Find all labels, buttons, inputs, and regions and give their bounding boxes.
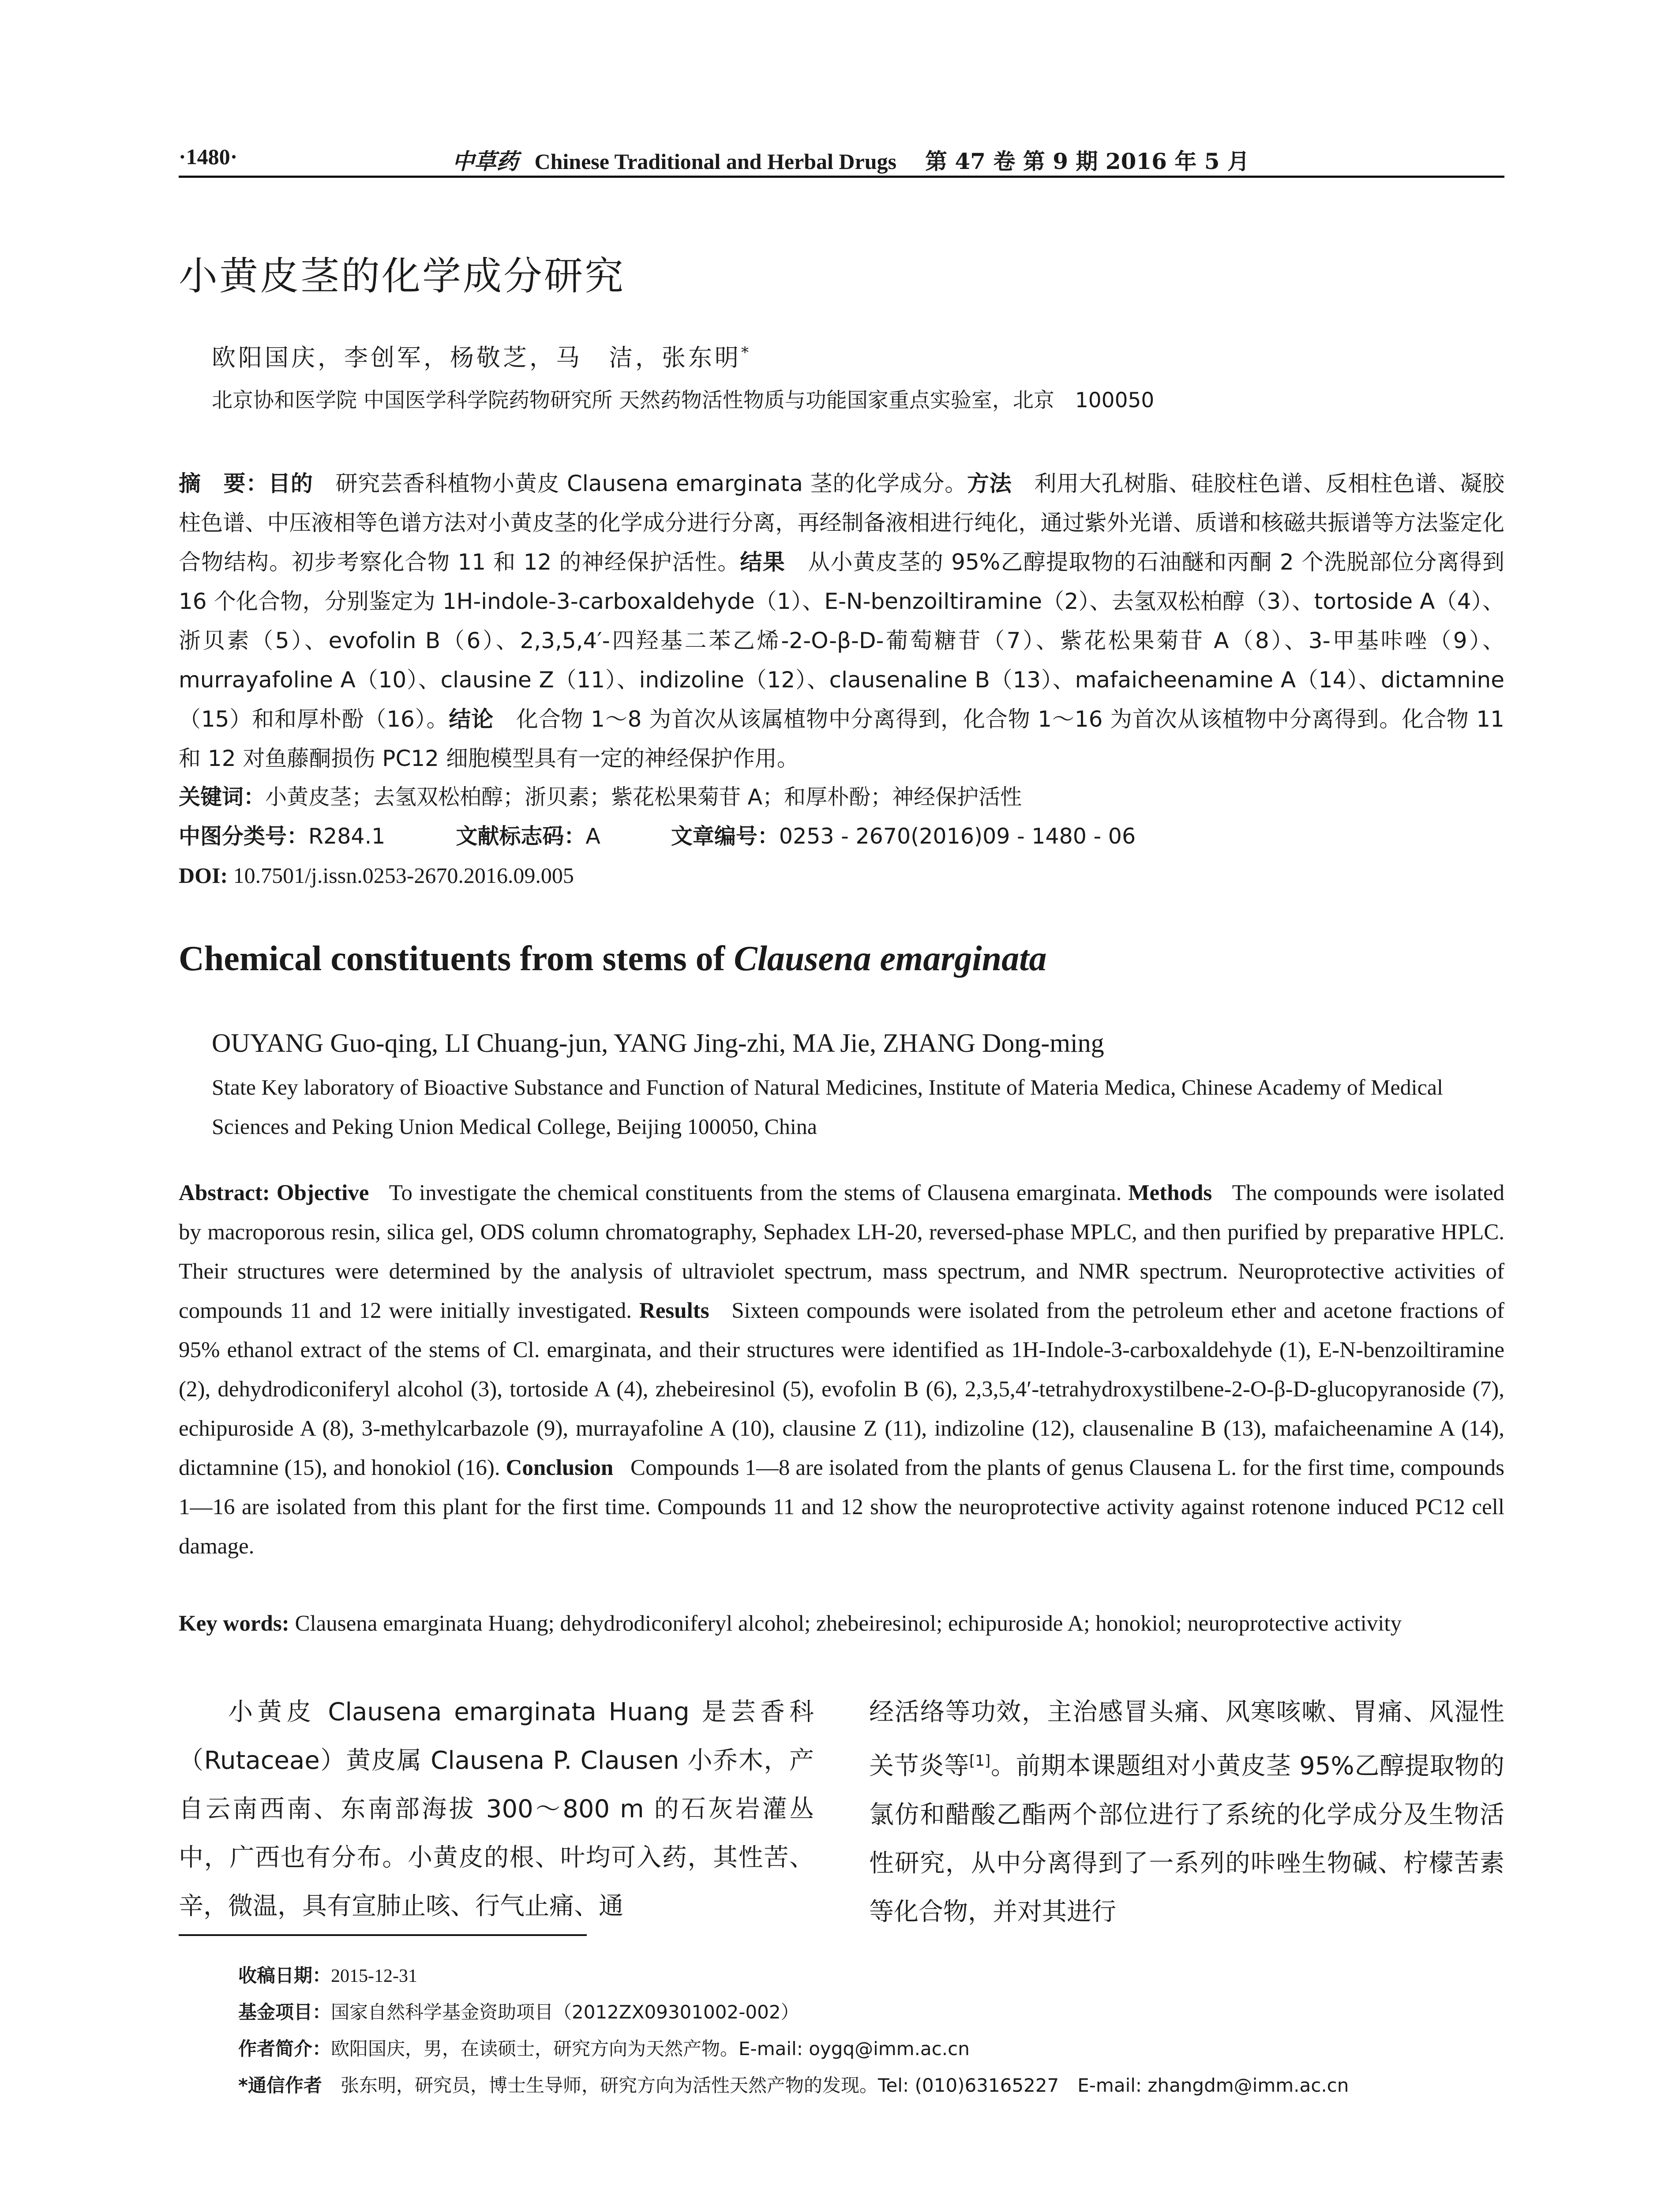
body-right-part1: 经活络等功效，主治感冒头痛、风寒咳嗽、胃痛、风湿性关节炎等: [869, 1698, 1504, 1781]
objective-text-zh: 研究芸香科植物小黄皮 Clausena emarginata 茎的化学成分。: [335, 471, 968, 496]
body-right-part2: 。前期本课题组对小黄皮茎 95%乙醇提取物的氯仿和醋酸乙酯两个部位进行了系统的化学成分及生物活性研究，从中分离得到了一系列的咔唑生物碱、柠檬苦素等化合物，并对其进行: [869, 1752, 1505, 1926]
objective-text-en: To investigate the chemical constituents from the stems of Clausena emarginata.: [389, 1181, 1122, 1205]
abstract-en: [179, 1174, 1504, 1566]
doi-line: [179, 856, 1504, 895]
article-no-label: 文章编号：: [671, 824, 779, 849]
article-no-value: 0253 - 2670(2016)09 - 1480 - 06: [779, 824, 1136, 849]
objective-label-zh: 目的: [268, 471, 313, 496]
clc-label: 中图分类号：: [179, 824, 309, 849]
page-number: ·1480·: [179, 144, 238, 169]
journal-title: [452, 144, 1249, 176]
methods-label-zh: 方法: [967, 471, 1012, 496]
author-list-zh: [212, 339, 751, 373]
keywords-zh: [179, 777, 1504, 817]
journal-title-zh: 中草药: [452, 148, 518, 174]
footnote-corresponding: [238, 2071, 1349, 2097]
citation-ref[interactable]: [1]: [969, 1752, 991, 1770]
footnote-rule: [179, 1934, 587, 1936]
abstract-label-zh: 摘 要：: [179, 471, 269, 496]
objective-label-en: Abstract: Objective: [179, 1181, 369, 1205]
footnote-received: [238, 1961, 417, 1988]
running-header: [179, 140, 1504, 176]
methods-text-zh: 利用大孔树脂、硅胶柱色谱、反相柱色谱、凝胶柱色谱、中压液相等色谱方法对小黄皮茎的化学成分进行分离，再经制备液相进行纯化，通过紫外光谱、质谱和核磁共振谱等方法鉴定化合物结构。初步考察化合物 11 和 12 的神经保护活性。: [179, 471, 1504, 575]
abstract-zh: [179, 464, 1504, 778]
classification-line: [179, 817, 1504, 856]
corresponding-text: 张东明，研究员，博士生导师，研究方向为活性天然产物的发现。Tel: (010)63165227 E-mail: zhangdm@imm.ac.cn: [340, 2075, 1349, 2096]
received-label: 收稿日期：: [238, 1965, 331, 1986]
title-en-main: Chemical constituents from stems of: [179, 939, 734, 978]
body-column-left: 小黄皮 Clausena emarginata Huang 是芸香科（Rutaceae）黄皮属 Clausena P. Clausen 小乔木，产自云南西南、东南部海拔 300～800 m 的石灰岩灌丛中，广西也有分布。小黄皮的根、叶均可入药，其性苦、辛，微温，具有宣肺止咳、行气止痛、通: [179, 1698, 814, 1921]
affiliation-en: State Key laboratory of Bioactive Substance and Function of Natural Medicines, Institute of Materia Medica, Chinese Academy of Medical Sciences and Peking Union Medical College, Beijing 100050, China: [212, 1075, 1443, 1139]
keywords-label-en: Key words:: [179, 1611, 289, 1636]
bio-label: 作者简介：: [238, 2038, 331, 2060]
keywords-label-zh: 关键词：: [179, 784, 266, 810]
header-rule: [179, 176, 1504, 178]
conclusion-text-en: Compounds 1—8 are isolated from the plants of genus Clausena L. for the first time, compounds 1—16 are isolated from this plant for the first time. Compounds 11 and 12 show the neuroprotective activity against rotenone induced PC12 cell damage.: [179, 1456, 1505, 1559]
fund-text: 国家自然科学基金资助项目（2012ZX09301002-002）: [331, 2001, 799, 2023]
doc-code-value: A: [585, 824, 600, 849]
bio-text: 欧阳国庆，男，在读硕士，研究方向为天然产物。E-mail: oygq@imm.ac.cn: [331, 2038, 970, 2060]
body-column-right: [869, 1688, 1504, 1936]
clc-value: R284.1: [308, 824, 386, 849]
keywords-text-zh: 小黄皮茎；去氢双松柏醇；浙贝素；紫花松果菊苷 A；和厚朴酚；神经保护活性: [265, 784, 1022, 810]
affiliation-zh: 北京协和医学院 中国医学科学院药物研究所 天然药物活性物质与功能国家重点实验室，北京 100050: [212, 388, 1155, 413]
results-text-en: Sixteen compounds were isolated from the petroleum ether and acetone fractions of 95% ethanol extract of the stems of Cl. emarginata, and their structures were identified as 1H-Indole-3-carboxaldehyde (1), E-N-benzoiltiramine (2), dehydrodiconiferyl alcohol (3), tortoside A (4), zhebeiresinol (5), evofolin B (6), 2,3,5,4′-tetrahydroxystilbene-2-O-β-D-glucopyranoside (7), echipuroside A (8), 3-methylcarbazole (9), murrayafoline A (10), clausine Z (11), indizoline (12), clausenaline B (13), mafaicheenamine A (14), dictamnine (15), and honokiol (16).: [179, 1298, 1505, 1480]
footnote-fund: [238, 1998, 799, 2024]
doi-label: DOI:: [179, 863, 228, 888]
conclusion-label-en: Conclusion: [506, 1456, 614, 1480]
corresponding-mark: *: [741, 344, 751, 361]
article-title-zh: 小黄皮茎的化学成分研究: [179, 253, 626, 299]
conclusion-label-zh: 结论: [449, 706, 494, 732]
author-list-en: OUYANG Guo-qing, LI Chuang-jun, YANG Jing-zhi, MA Jie, ZHANG Dong-ming: [212, 1028, 1104, 1058]
results-label-zh: 结果: [740, 549, 786, 575]
received-date: 2015-12-31: [331, 1966, 417, 1986]
methods-text-en: The compounds were isolated by macroporous resin, silica gel, ODS column chromatography, Sephadex LH-20, reversed-phase MPLC, and then purified by preparative HPLC. Their structures were determined by the analysis of ultraviolet spectrum, mass spectrum, and NMR spectrum. Neuroprotective activities of compounds 11 and 12 were initially investigated.: [179, 1181, 1505, 1323]
results-text-zh: 从小黄皮茎的 95%乙醇提取物的石油醚和丙酮 2 个洗脱部位分离得到 16 个化合物，分别鉴定为 1H-indole-3-carboxaldehyde（1）、E-N-benzoiltiramine（2）、去氢双松柏醇（3）、tortoside A（4）、浙贝素（5）、evofolin B（6）、2,3,5,4′-四羟基二苯乙烯-2-O-β-D-葡萄糖苷（7）、紫花松果菊苷 A（8）、3-甲基咔唑（9）、murrayafoline A（10）、clausine Z（11）、indizoline（12）、clausenaline B（13）、mafaicheenamine A（14）、dictamnine（15）和和厚朴酚（16）。: [179, 549, 1505, 732]
journal-issue: 第 47 卷 第 9 期 2016 年 5 月: [925, 148, 1249, 174]
doc-code-label: 文献标志码：: [456, 824, 586, 849]
keywords-text-en: Clausena emarginata Huang; dehydrodiconiferyl alcohol; zhebeiresinol; echipuroside A; honokiol; neuroprotective activity: [295, 1611, 1402, 1636]
methods-label-en: Methods: [1128, 1181, 1212, 1205]
journal-title-en: Chinese Traditional and Herbal Drugs: [534, 149, 896, 174]
article-title-en: [179, 939, 1046, 979]
author-names-zh: 欧阳国庆，李创军，杨敬芝，马 洁，张东明: [212, 344, 741, 371]
corresponding-label: *通信作者: [238, 2075, 322, 2096]
footnote-author-bio: [238, 2034, 970, 2061]
fund-label: 基金项目：: [238, 2001, 331, 2023]
conclusion-text-zh: 化合物 1～8 为首次从该属植物中分离得到，化合物 1～16 为首次从该植物中分离得到。化合物 11 和 12 对鱼藤酮损伤 PC12 细胞模型具有一定的神经保护作用。: [179, 706, 1504, 771]
doi-value[interactable]: 10.7501/j.issn.0253-2670.2016.09.005: [233, 863, 574, 888]
keywords-en: [179, 1604, 1504, 1643]
results-label-en: Results: [639, 1298, 709, 1323]
title-en-species: Clausena emarginata: [734, 939, 1047, 978]
